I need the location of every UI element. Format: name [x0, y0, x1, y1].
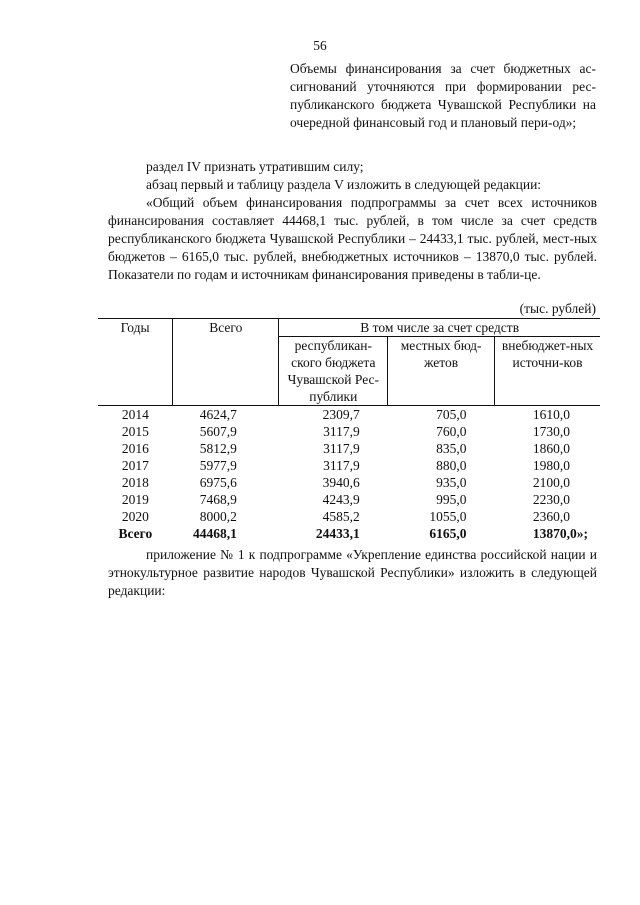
section-v-line: абзац первый и таблицу раздела V изложить в следующей редакции:: [146, 177, 542, 192]
cell-extra: 1730,0: [532, 424, 570, 439]
cell-local: 760,0: [436, 424, 467, 439]
cell-year: 2014: [121, 407, 149, 422]
cell-total: 5607,9: [199, 424, 237, 439]
cell-extra: 1860,0: [532, 441, 570, 456]
cell-local: 995,0: [436, 492, 467, 507]
cell-extra: 13870,0»;: [532, 526, 588, 541]
cell-extra: 2230,0: [532, 492, 570, 507]
header-group: В том числе за счет средств: [279, 319, 600, 337]
cell-local: 705,0: [436, 407, 467, 422]
cell-republic: 3117,9: [323, 441, 360, 456]
table-row: [98, 474, 600, 491]
cell-local: 6165,0: [429, 526, 467, 541]
cell-total: 6975,6: [199, 475, 237, 490]
cell-republic: 2309,7: [322, 407, 360, 422]
cell-local: 835,0: [436, 441, 467, 456]
table-total-row: [98, 525, 600, 542]
table-units: (тыс. рублей): [519, 301, 596, 316]
table-row: [98, 457, 600, 474]
cell-total: 7468,9: [199, 492, 237, 507]
cell-local: 1055,0: [429, 509, 467, 524]
cell-year: 2020: [121, 509, 149, 524]
cell-year: 2018: [121, 475, 149, 490]
table-row: [98, 423, 600, 440]
cell-extra: 2360,0: [532, 509, 570, 524]
cell-republic: 3940,6: [322, 475, 360, 490]
cell-republic: 3117,9: [323, 424, 360, 439]
header-republic: республикан-ского бюджета Чувашской Рес-публики: [279, 337, 388, 406]
table-body: [98, 406, 600, 543]
cell-local: 880,0: [436, 458, 467, 473]
cell-year: Всего: [118, 526, 153, 541]
cell-total: 4624,7: [199, 407, 237, 422]
table-row: [98, 508, 600, 525]
cell-year: 2019: [121, 492, 149, 507]
financing-paragraph: «Общий объем финансирования подпрограммы за счет всех источников финансирования составляет 44468,1 тыс. рублей, в том числе за счет средств республиканского бюджета Чувашской Республики – 24433,1 тыс. рублей, мест-ных бюджетов – 6165,0 тыс. рублей, внебюджетных источников – 13870,0 тыс. рублей. Показатели по годам и источникам финансирования приведены в табли-це.: [108, 195, 597, 282]
header-local: местных бюд-жетов: [388, 337, 495, 406]
cell-year: 2015: [121, 424, 149, 439]
table-row: [98, 440, 600, 457]
header-years: Годы: [98, 319, 173, 406]
quoted-paragraph: Объемы финансирования за счет бюджетных ас-сигнований уточняются при формировании рес-публиканского бюджета Чувашской Республики на очередной финансовый год и плановый пери-од»;: [290, 61, 596, 130]
cell-total: 8000,2: [199, 509, 237, 524]
cell-extra: 1980,0: [532, 458, 570, 473]
cell-local: 935,0: [436, 475, 467, 490]
appendix-paragraph: приложение № 1 к подпрограмме «Укрепление единства российской нации и этнокультурное развитие народов Чувашской Республики» изложить в следующей редакции:: [108, 547, 597, 598]
cell-total: 44468,1: [192, 526, 237, 541]
page-number: 56: [313, 38, 327, 53]
section-iv-line: раздел IV признать утратившим силу;: [146, 159, 364, 174]
cell-republic: 4243,9: [322, 492, 360, 507]
cell-extra: 2100,0: [532, 475, 570, 490]
cell-republic: 4585,2: [322, 509, 360, 524]
cell-republic: 3117,9: [323, 458, 360, 473]
header-extra: внебюджет-ных источни-ков: [495, 337, 600, 406]
financing-table: [98, 318, 600, 542]
table-row: [98, 406, 600, 424]
header-total: Всего: [173, 319, 279, 406]
cell-year: 2016: [121, 441, 149, 456]
cell-total: 5812,9: [199, 441, 237, 456]
cell-total: 5977,9: [199, 458, 237, 473]
cell-extra: 1610,0: [532, 407, 570, 422]
table-row: [98, 491, 600, 508]
cell-republic: 24433,1: [315, 526, 360, 541]
cell-year: 2017: [121, 458, 149, 473]
